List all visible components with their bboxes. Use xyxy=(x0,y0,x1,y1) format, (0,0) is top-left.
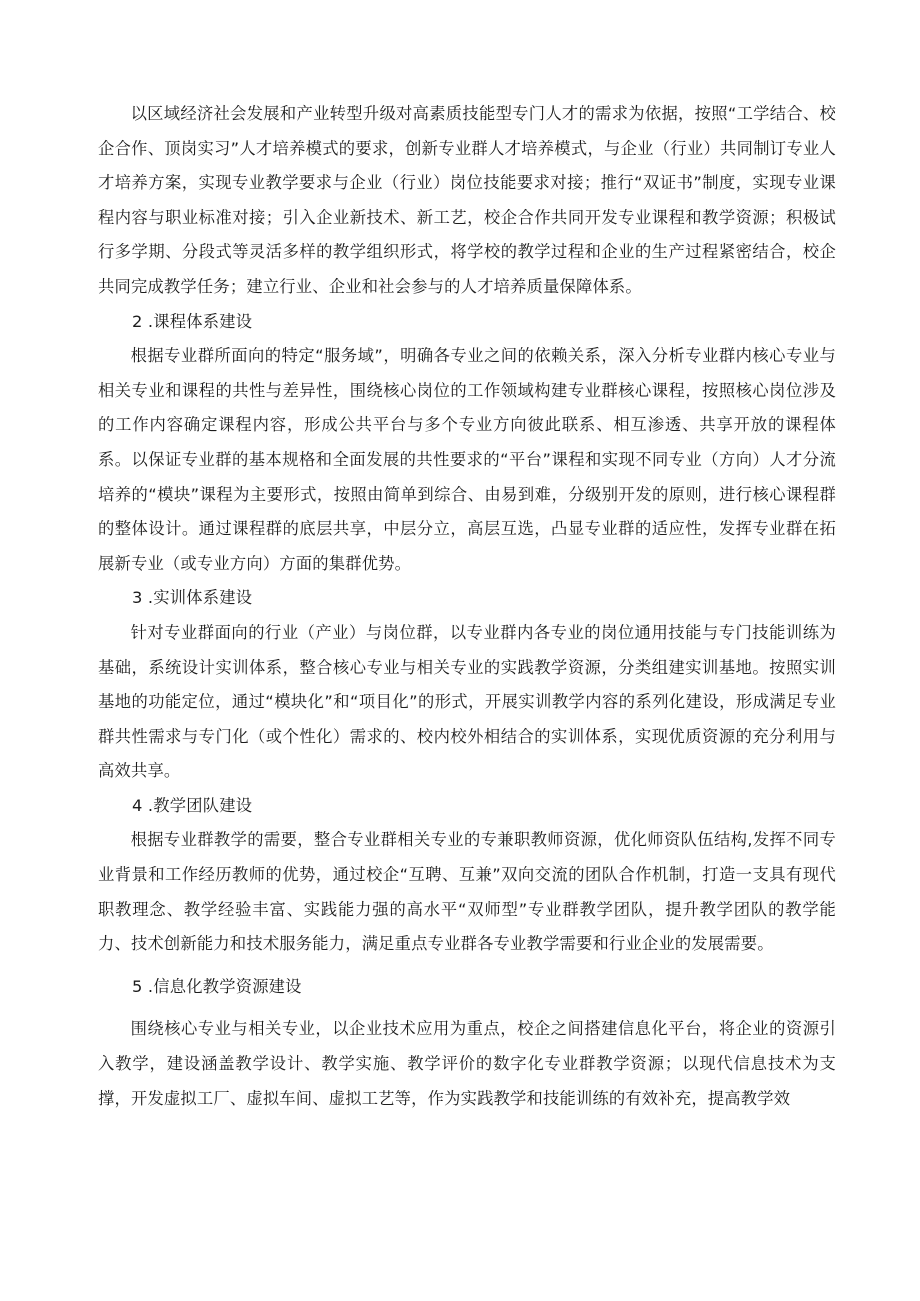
heading-training-system: 3 .实训体系建设 xyxy=(132,588,253,608)
paragraph-curriculum-system: 根据专业群所面向的特定“服务域”，明确各专业之间的依赖关系，深入分析专业群内核心专业与相关专业和课程的共性与差异性，围绕核心岗位的工作领域构建专业群核心课程，按照核心岗位涉及的工作内容确定课程内容，形成公共平台与多个专业方向彼此联系、相互渗透、共享开放的课程体系。以保证专业群的基本规格和全面发展的共性要求的“平台”课程和实现不同专业（方向）人才分流培养的“模块”课程为主要形式，按照由简单到综合、由易到难，分级别开发的原则，进行核心课程群的整体设计。通过课程群的底层共享，中层分立，高层互选，凸显专业群的适应性，发挥专业群在拓展新专业（或专业方向）方面的集群优势。 xyxy=(98,346,836,573)
paragraph-talent-training: 以区域经济社会发展和产业转型升级对高素质技能型专门人才的需求为依据，按照“工学结合、校企合作、顶岗实习”人才培养模式的要求，创新专业群人才培养模式，与企业（行业）共同制订专业人才培养方案，实现专业教学要求与企业（行业）岗位技能要求对接；推行“双证书”制度，实现专业课程内容与职业标准对接；引入企业新技术、新工艺，校企合作共同开发专业课程和教学资源；积极试行多学期、分段式等灵活多样的教学组织形式，将学校的教学过程和企业的生产过程紧密结合，校企共同完成教学任务；建立行业、企业和社会参与的人才培养质量保障体系。 xyxy=(98,104,836,296)
paragraph-it-resources: 围绕核心专业与相关专业，以企业技术应用为重点，校企之间搭建信息化平台，将企业的资源引入教学，建设涵盖教学设计、教学实施、教学评价的数字化专业群教学资源；以现代信息技术为支撑，开发虚拟工厂、虚拟车间、虚拟工艺等，作为实践教学和技能训练的有效补充，提高教学效 xyxy=(98,1019,836,1108)
heading-it-resources: 5 .信息化教学资源建设 xyxy=(132,976,302,996)
heading-curriculum-system: 2 .课程体系建设 xyxy=(132,311,253,331)
heading-teaching-team: 4 .教学团队建设 xyxy=(132,795,253,815)
paragraph-teaching-team: 根据专业群教学的需要，整合专业群相关专业的专兼职教师资源，优化师资队伍结构,发挥不同专业背景和工作经历教师的优势，通过校企“互聘、互兼”双向交流的团队合作机制，打造一支具有现代职教理念、教学经验丰富、实践能力强的高水平“双师型”专业群教学团队，提升教学团队的教学能力、技术创新能力和技术服务能力，满足重点专业群各专业教学需要和行业企业的发展需要。 xyxy=(98,830,836,954)
document-page xyxy=(98,97,836,1116)
paragraph-training-system: 针对专业群面向的行业（产业）与岗位群，以专业群内各专业的岗位通用技能与专门技能训练为基础，系统设计实训体系，整合核心专业与相关专业的实践教学资源，分类组建实训基地。按照实训基地的功能定位，通过“模块化”和“项目化”的形式，开展实训教学内容的系列化建设，形成满足专业群共性需求与专门化（或个性化）需求的、校内校外相结合的实训体系，实现优质资源的充分利用与高效共享。 xyxy=(98,622,836,781)
